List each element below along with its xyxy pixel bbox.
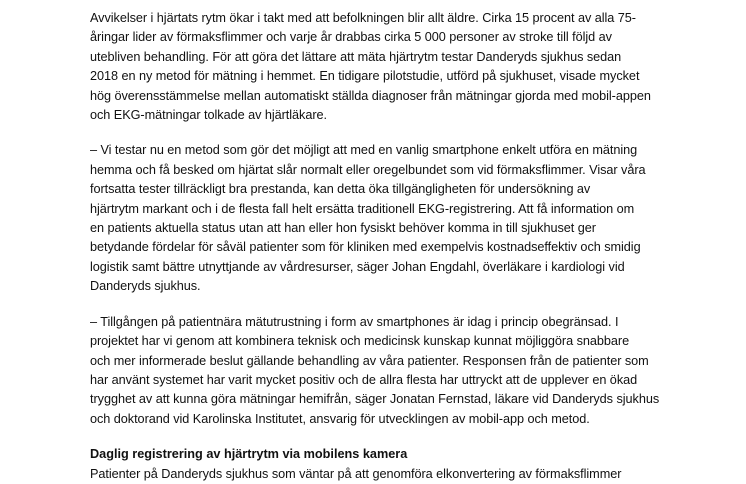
text-line: 2018 en ny metod för mätning i hemmet. En tidigare pilotstudie, utförd på sjukhuset, visade mycket <box>90 69 640 84</box>
text-line: – Tillgången på patientnära mätutrustning i form av smartphones är idag i princip obegränsad. I <box>90 314 619 329</box>
text-line: hemma och få besked om hjärtat slår normalt eller oregelbundet som vid förmaksflimmer. Visar våra <box>90 162 646 177</box>
text-line: har använt systemet har varit mycket positiv och de allra flesta har uttryckt att de upplever en ökad <box>90 372 638 387</box>
text-line: logistik samt bättre utnyttjande av vårdresurser, säger Johan Engdahl, överläkare i kardiologi vid <box>90 259 625 274</box>
text-line: och doktorand vid Karolinska Institutet, ansvarig för utvecklingen av mobil-app och metod. <box>90 411 590 426</box>
quote-paragraph-engdahl <box>90 141 650 296</box>
text-line: trygghet av att kunna göra mätningar hemifrån, säger Jonatan Fernstad, läkare vid Danderyds sjukhus <box>90 392 660 407</box>
intro-paragraph <box>90 9 650 125</box>
text-line: hjärtrytm markant och i de flesta fall helt ersätta traditionell EKG-registrering. Att få information om <box>90 201 635 216</box>
section-paragraph <box>90 465 650 484</box>
text-line: projektet har vi genom att kombinera teknisk och medicinsk kunskap kunnat möjliggöra snabbare <box>90 334 630 349</box>
text-line: Patienter på Danderyds sjukhus som väntar på att genomföra elkonvertering av förmaksflimmer <box>90 466 622 481</box>
text-line: fortsatta tester tillräckligt bra prestanda, kan detta öka tillgängligheten för undersökning av <box>90 182 591 197</box>
document-page <box>90 9 660 484</box>
text-line: – Vi testar nu en metod som gör det möjligt att med en vanlig smartphone enkelt utföra en mätning <box>90 143 638 158</box>
text-line: utebliven behandling. För att göra det lättare att mäta hjärtrytm testar Danderyds sjukhus sedan <box>90 49 622 64</box>
quote-paragraph-fernstad <box>90 313 660 429</box>
text-line: Avvikelser i hjärtats rytm ökar i takt med att befolkningen blir allt äldre. Cirka 15 procent av alla 75- <box>90 11 636 25</box>
section-heading: Daglig registrering av hjärtrytm via mobilens kamera <box>90 447 408 462</box>
text-line: Danderyds sjukhus. <box>90 279 201 294</box>
text-line: och EKG-mätningar tolkade av hjärtläkare. <box>90 108 328 123</box>
text-line: hög överensstämmelse mellan automatiskt ställda diagnoser från mätningar gjorda med mobil-appen <box>90 88 651 103</box>
text-line: betydande fördelar för såväl patienter som för kliniken med exempelvis kostnadseffektiv och smidig <box>90 240 641 255</box>
text-line: åringar lider av förmaksflimmer och varje år drabbas cirka 5 000 personer av stroke till följd av <box>90 30 612 45</box>
text-line: och mer informerade beslut gällande behandling av våra patienter. Responsen från de patienter som <box>90 353 649 368</box>
text-line: en patients aktuella status utan att han eller hon fysiskt behöver komma in till sjukhuset ger <box>90 221 596 236</box>
